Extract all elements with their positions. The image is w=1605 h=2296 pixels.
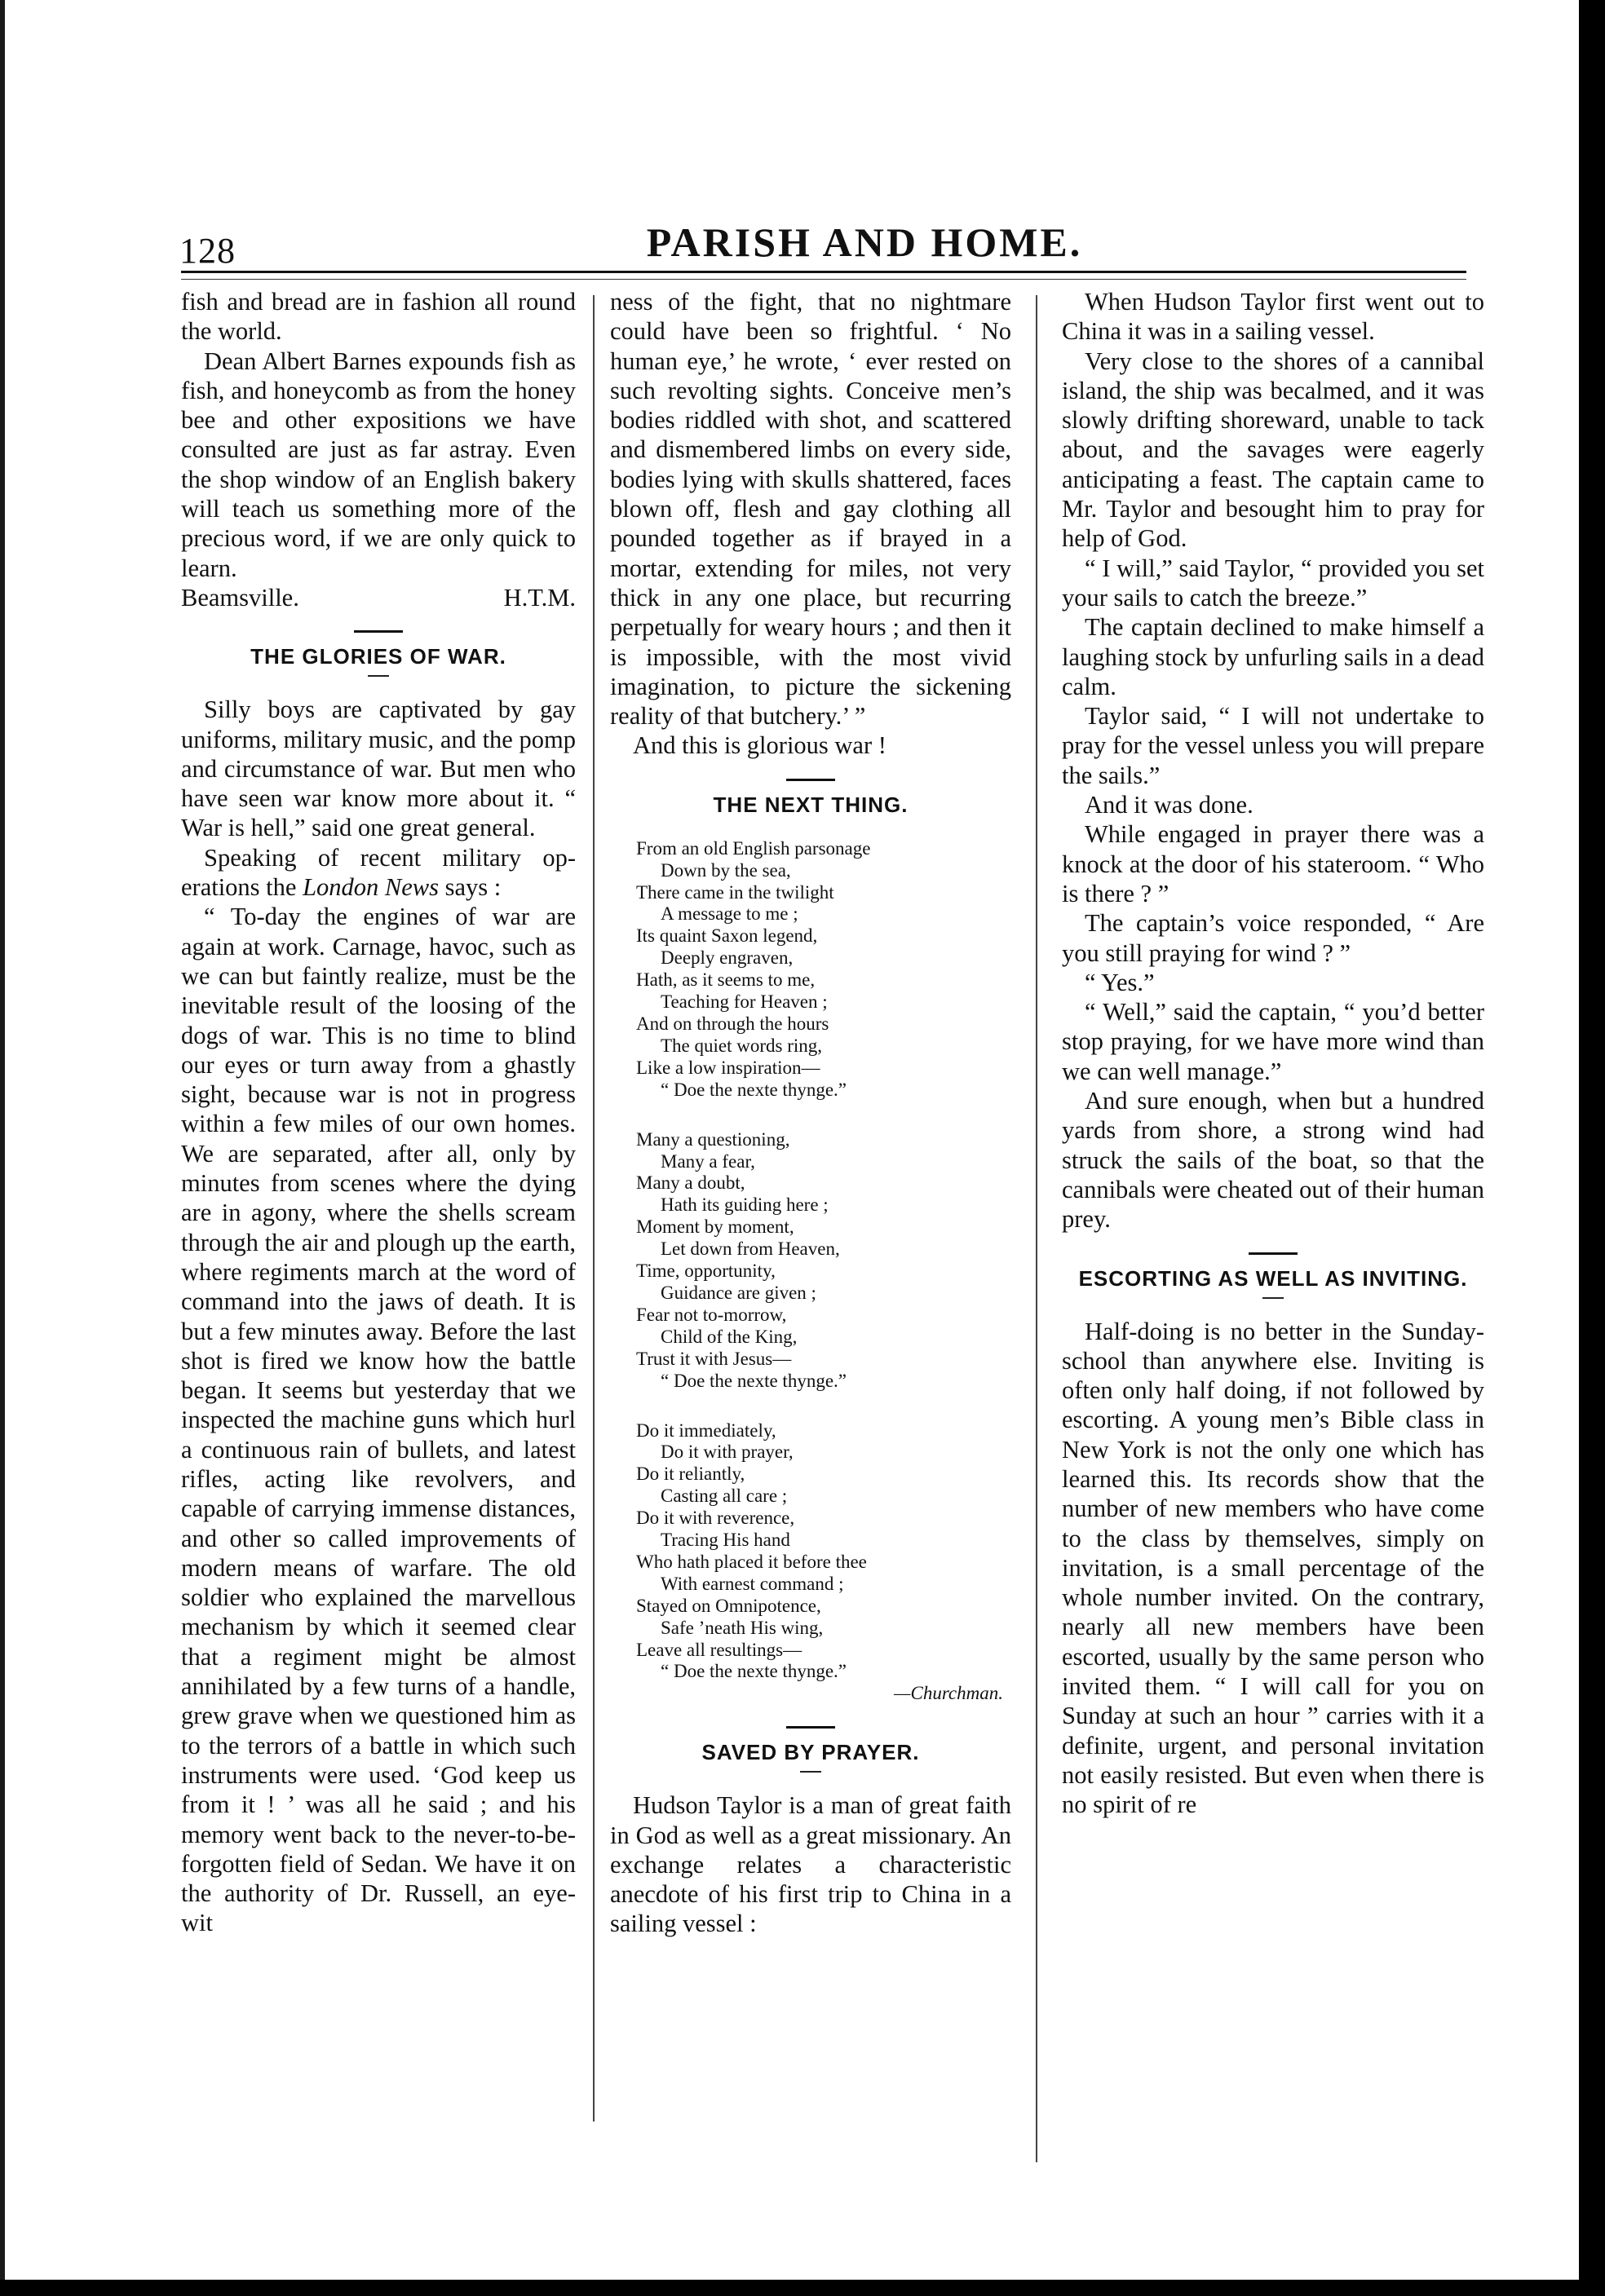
- section-rule: [786, 1726, 835, 1729]
- poem-line: Do it with reverence,: [636, 1508, 795, 1529]
- section-rule: [786, 779, 835, 781]
- poem-line: Many a questioning,: [636, 1128, 790, 1150]
- poem-line: Do it immediately,: [636, 1420, 776, 1441]
- paragraph: The captain declined to make himself a laughing stock by unfurling sails in a dead calm.: [1062, 613, 1484, 700]
- poem-line: Down by the sea,: [661, 859, 791, 881]
- paragraph: And it was done.: [1085, 791, 1253, 819]
- paragraph: While engaged in prayer there was a knock at the door of his stateroom. “ Who is there ? ”: [1062, 820, 1484, 907]
- poem-line: “ Doe the nexte thynge.”: [661, 1661, 847, 1682]
- poem-line: Many a fear,: [661, 1150, 755, 1172]
- poem-line: “ Doe the nexte thynge.”: [661, 1370, 847, 1391]
- poem-line: And on through the hours: [636, 1013, 829, 1034]
- paragraph: Very close to the shores of a cannibal island, the ship was becalmed, and it was slowly drifting shoreward, unable to tack about, and the savages were eagerly anticipating a feast. The captain came to Mr. Taylor and besought him to pray for help of God.: [1062, 347, 1484, 553]
- poem-line: Many a doubt,: [636, 1172, 745, 1194]
- paragraph: “ Yes.”: [1085, 968, 1155, 996]
- section-rule: [354, 630, 403, 633]
- poem-line: Do it with prayer,: [661, 1442, 794, 1463]
- paragraph: Hudson Taylor is a man of great faith in God as well as a great missionary. An exchange relates a characteristic anecdote of his first trip to China in a sailing vessel :: [610, 1791, 1011, 1938]
- heading-rule: [1262, 1297, 1284, 1299]
- poem-line: Deeply engraven,: [661, 947, 794, 969]
- poem-stanza: [636, 1420, 1011, 1706]
- poem-line: Its quaint Saxon legend,: [636, 925, 818, 947]
- poem-line: Like a low inspiration—: [636, 1057, 820, 1078]
- poem-line: Moment by moment,: [636, 1216, 794, 1238]
- paragraph: When Hudson Taylor first went out to China it was in a sailing vessel.: [1062, 288, 1484, 346]
- text-run: Speaking of recent military operations the: [181, 843, 576, 902]
- column-divider-1: [593, 295, 595, 2122]
- poem-line: From an old English parsonage: [636, 837, 871, 859]
- poem-line: Safe ’neath His wing,: [661, 1617, 824, 1638]
- column-2: [610, 287, 1011, 1939]
- paragraph: fish and bread are in fashion all round the world.: [181, 288, 576, 346]
- paragraph: ness of the fight, that no nightmare could have been so frightful. ‘ No human eye,’ he wrote, ‘ ever rested on such revolting sights. Conceive men’s bodies riddled with shot, and scattered and dismembered limbs on every side, bodies lying with skulls shattered, faces blown off, flesh and gay clothing all pounded together as if brayed in a mortar, extending for miles, not very thick in any one place, but recurring perpetually for weary hours ; and then it is impossible, with the most vivid imagination, to picture the sickening reality of that butchery.’ ”: [610, 288, 1011, 731]
- page-right-edge: [1579, 0, 1605, 2296]
- poem-line: Tracing His hand: [661, 1530, 790, 1551]
- newspaper-title: London News: [303, 873, 439, 902]
- paragraph: And sure enough, when but a hundred yards from shore, a strong wind had struck the sails of the boat, so that the cannibals were cheated out of their human prey.: [1062, 1087, 1484, 1234]
- poem-line: Do it reliantly,: [636, 1464, 745, 1485]
- column-3: [1062, 287, 1484, 1820]
- poem-line: Teaching for Heaven ;: [661, 991, 828, 1013]
- poem-line: Trust it with Jesus—: [636, 1348, 792, 1369]
- poem-line: Who hath placed it before thee: [636, 1551, 867, 1572]
- page-number: 128: [179, 231, 236, 271]
- signature-line: [181, 583, 576, 612]
- running-title: PARISH AND HOME.: [646, 219, 1083, 265]
- poem-stanza: [636, 838, 1011, 1102]
- poem-line: Time, opportunity,: [636, 1261, 776, 1282]
- page-left-edge: [0, 0, 5, 2296]
- poem-line: “ Doe the nexte thynge.”: [661, 1079, 847, 1100]
- paragraph: Silly boys are captivated by gay uniforms, military music, and the pomp and circumstance of war. But men who have seen war know more about it. “ War is hell,” said one great general.: [181, 695, 576, 842]
- paragraph: Half-doing is no better in the Sunday-school than anywhere else. Inviting is often only half doing, if not followed by escorting. A young men’s Bible class in New York is not the only one which has learned this. Its records show that the number of new members who have come to the class by themselves, simply on invitation, is a small percentage of the whole number invited. On the contrary, nearly all new members have been escorted, usually by the same person who invited them. “ I will call for you on Sunday at such an hour ” carries with it a definite, urgent, and personal invitation not easily resisted. But even when there is no spirit of re: [1062, 1317, 1484, 1819]
- article-heading-next-thing: THE NEXT THING.: [713, 792, 909, 817]
- signature-initials: H.T.M.: [503, 583, 576, 612]
- page-bottom-edge: [0, 2280, 1605, 2296]
- paragraph: Taylor said, “ I will not undertake to pray for the vessel unless you will prepare the sails.”: [1062, 702, 1484, 789]
- poem-line: Child of the King,: [661, 1326, 798, 1347]
- poem-attribution: —Churchman.: [894, 1683, 1003, 1704]
- paragraph: “ I will,” said Taylor, “ provided you set your sails to catch the breeze.”: [1062, 554, 1484, 612]
- poem-line: Guidance are given ;: [661, 1282, 816, 1303]
- signature-place: Beamsville.: [181, 583, 299, 612]
- paragraph: [181, 843, 576, 903]
- article-heading-glories-of-war: THE GLORIES OF WAR.: [250, 644, 506, 669]
- poem-line: Let down from Heaven,: [661, 1239, 840, 1260]
- heading-rule: [800, 1771, 821, 1773]
- poem-line: With earnest command ;: [661, 1573, 844, 1594]
- paragraph: “ To-day the engines of war are again at work. Carnage, havoc, such as we can but faintly realize, must be the inevitable result of the loosing of the dogs of war. This is no time to blind our eyes or turn away from a ghastly sight, because war is not in progress within a few miles of our own homes. We are separated, after all, only by minutes from scenes where the dying are in agony, where the shells scream through the air and plough up the earth, where regiments march at the word of command into the jaws of death. It is but a few minutes away. Before the last shot is fired we know how the battle began. It seems but yesterday that we inspected the machine guns which hurl a continuous rain of bullets, and latest rifles, acting like revolvers, and capable of carrying immense distances, and other so called improvements of modern means of warfare. The old soldier who explained the marvellous mechanism by which it seemed clear that a regiment might be almost annihilated by a few turns of a handle, grew grave when we questioned him as to the terrors of a battle in which such instruments were used. ‘God keep us from it ! ’ was all he said ; and his memory went back to the never-to-be-forgotten field of Sedan. We have it on the authority of Dr. Russell, an eye-wit: [181, 903, 576, 1937]
- column-divider-2: [1036, 295, 1037, 2162]
- header-rule-thin: [181, 279, 1466, 280]
- text-run: says :: [439, 873, 502, 902]
- poem-stanza: [636, 1129, 1011, 1393]
- article-heading-escorting: ESCORTING AS WELL AS INVITING.: [1078, 1265, 1468, 1291]
- poem-line: A message to me ;: [661, 903, 798, 925]
- section-rule: [1249, 1252, 1298, 1255]
- poem-line: Fear not to-morrow,: [636, 1304, 787, 1325]
- poem: [636, 838, 1011, 1706]
- header-rule: [181, 271, 1466, 273]
- poem-line: Casting all care ;: [661, 1486, 788, 1507]
- paragraph: “ Well,” said the captain, “ you’d better stop praying, for we have more wind than we can well manage.”: [1062, 998, 1484, 1085]
- poem-line: The quiet words ring,: [661, 1035, 823, 1056]
- paragraph: Dean Albert Barnes expounds fish as fish, and honeycomb as from the honey bee and other expositions we have consulted are just as far astray. Even the shop window of an English bakery will teach us something more of the precious word, if we are only quick to learn.: [181, 347, 576, 582]
- poem-line: Hath its guiding here ;: [661, 1194, 829, 1216]
- poem-line: There came in the twilight: [636, 881, 834, 903]
- article-heading-saved-by-prayer: SAVED BY PRAYER.: [701, 1740, 920, 1765]
- paragraph: The captain’s voice responded, “ Are you still praying for wind ? ”: [1062, 909, 1484, 967]
- poem-line: Stayed on Omnipotence,: [636, 1595, 821, 1616]
- column-1: [181, 287, 576, 1938]
- poem-line: Hath, as it seems to me,: [636, 969, 816, 991]
- paragraph: And this is glorious war !: [633, 731, 887, 760]
- heading-rule: [368, 675, 389, 677]
- poem-line: Leave all resultings—: [636, 1639, 802, 1660]
